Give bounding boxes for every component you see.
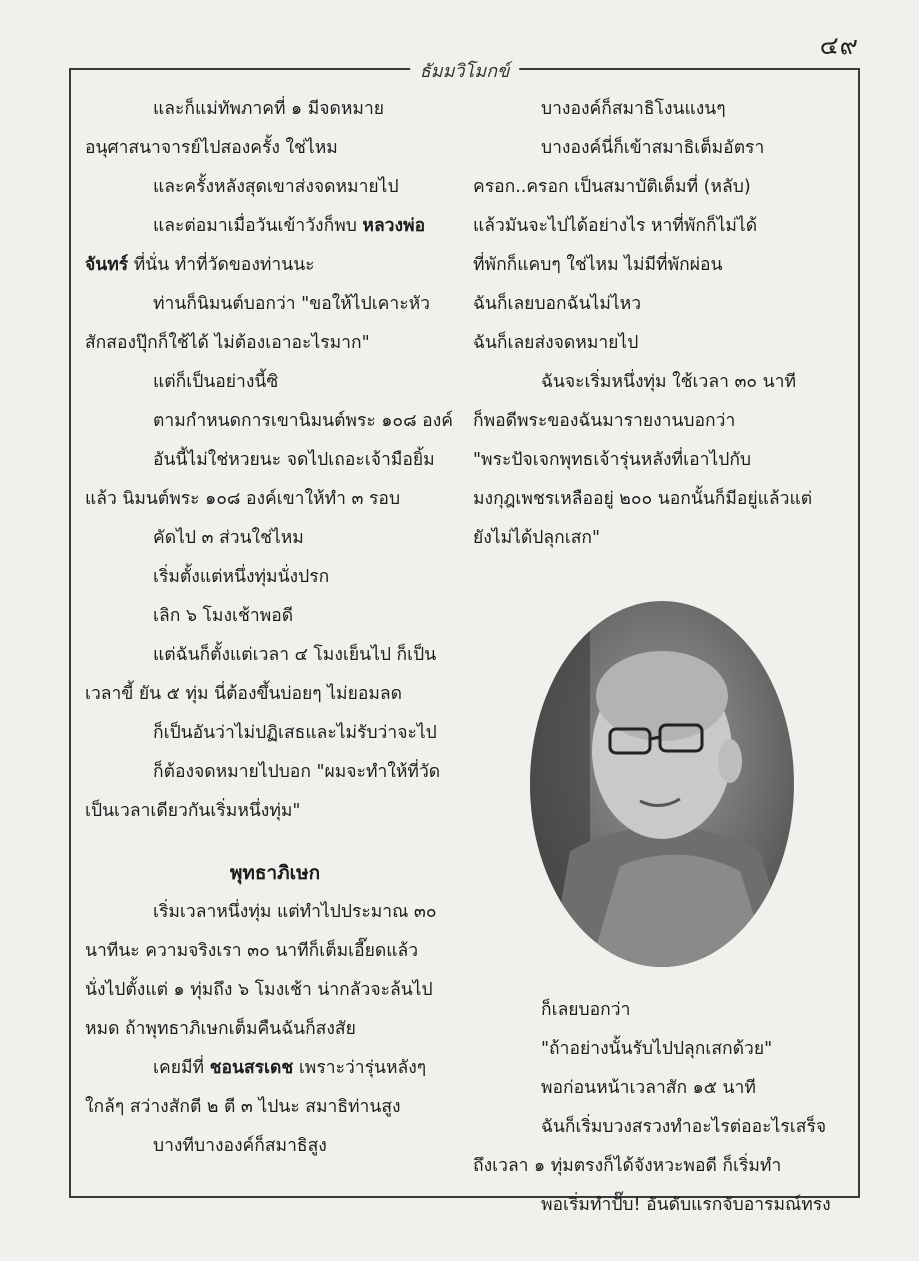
- text-line: ครอก..ครอก เป็นสมาบัติเต็มที่ (หลับ): [473, 177, 751, 197]
- text-line: แต่ฉันก็ตั้งแต่เวลา ๔ โมงเย็นไป ก็เป็น: [153, 645, 437, 665]
- right-bottom-text: [473, 991, 851, 1225]
- text-line: พอก่อนหน้าเวลาสัก ๑๕ นาที: [541, 1078, 756, 1098]
- text-line: ตามกำหนดการเขานิมนต์พระ ๑๐๘ องค์: [153, 411, 453, 431]
- text-line: [85, 1049, 465, 1088]
- text-line: ฉันก็เริ่มบวงสรวงทำอะไรต่ออะไรเสร็จ: [541, 1117, 827, 1137]
- text-line: บางทีบางองค์ก็สมาธิสูง: [153, 1136, 327, 1156]
- running-head: ธัมมวิโมกข์: [410, 56, 520, 85]
- text-line: และก็แม่ทัพภาคที่ ๑ มีจดหมาย: [153, 99, 385, 119]
- text-line: ฉันก็เลยส่งจดหมายไป: [473, 333, 639, 353]
- text-line: เริ่มเวลาหนึ่งทุ่ม แต่ทำไปประมาณ ๓๐: [153, 902, 437, 922]
- text-line: บางองค์นี่ก็เข้าสมาธิเต็มอัตรา: [541, 138, 765, 158]
- text-line: นาทีนะ ความจริงเรา ๓๐ นาทีก็เต็มเอี๊ยดแล้ว: [85, 941, 419, 961]
- text-line: เลิก ๖ โมงเช้าพอดี: [153, 606, 294, 626]
- text-line: แล้ว นิมนต์พระ ๑๐๘ องค์เขาให้ทำ ๓ รอบ: [85, 489, 401, 509]
- section-heading: พุทธาภิเษก: [229, 862, 321, 884]
- text-line: ก็เป็นอันว่าไม่ปฏิเสธและไม่รับว่าจะไป: [153, 723, 437, 743]
- bold-name: จันทร์: [85, 255, 129, 275]
- text-line: นั่งไปตั้งแต่ ๑ ทุ่มถึง ๖ โมงเช้า น่ากลัวจะล้นไป: [85, 980, 433, 1000]
- bold-name: ชอนสรเดช: [209, 1058, 294, 1078]
- text-segment: เคยมีที่: [153, 1058, 205, 1078]
- text-line: บางองค์ก็สมาธิโงนแงนๆ: [541, 99, 726, 119]
- text-line: มงกุฎเพชรเหลืออยู่ ๒๐๐ นอกนั้นก็มีอยู่แล้วแต่: [473, 489, 813, 509]
- text-line: ถึงเวลา ๑ ทุ่มตรงก็ได้จังหวะพอดี ก็เริ่มทำ: [473, 1156, 782, 1176]
- text-line: อันนี้ไม่ใช่หวยนะ จดไปเถอะเจ้ามือยิ้ม: [153, 450, 435, 470]
- bold-name: หลวงพ่อ: [362, 216, 426, 236]
- right-column: [473, 90, 851, 1225]
- text-line: สักสองปุ๊กก็ใช้ได้ ไม่ต้องเอาอะไรมาก": [85, 333, 370, 353]
- text-line: ที่พักก็แคบๆ ใช่ไหม ไม่มีที่พักผ่อน: [473, 255, 723, 275]
- text-line: แล้วมันจะไปได้อย่างไร หาที่พักก็ไม่ได้: [473, 216, 758, 236]
- page-frame: [69, 61, 860, 1215]
- text-line: หมด ถ้าพุทธาภิเษกเต็มคืนฉันก็สงสัย: [85, 1019, 356, 1039]
- text-line: พอเริ่มทำปั๊บ! อันดับแรกจับอารมณ์ทรง: [541, 1195, 831, 1215]
- text-line: และครั้งหลังสุดเขาส่งจดหมายไป: [153, 177, 399, 197]
- text-line: เป็นเวลาเดียวกันเริ่มหนึ่งทุ่ม": [85, 801, 301, 821]
- text-line: ยังไม่ได้ปลุกเสก": [473, 528, 601, 548]
- monk-portrait-photo: [530, 601, 794, 967]
- text-line: แต่ก็เป็นอย่างนี้ซิ: [153, 372, 279, 392]
- text-line: "พระปัจเจกพุทธเจ้ารุ่นหลังที่เอาไปกับ: [473, 450, 752, 470]
- text-line: อนุศาสนาจารย์ไปสองครั้ง ใช่ไหม: [85, 138, 338, 158]
- text-segment: และต่อมาเมื่อวันเข้าวังก็พบ: [153, 216, 357, 236]
- text-line: ก็ต้องจดหมายไปบอก "ผมจะทำให้ที่วัด: [153, 762, 441, 782]
- text-line: ฉันก็เลยบอกฉันไม่ไหว: [473, 294, 642, 314]
- text-line: "ถ้าอย่างนั้นรับไปปลุกเสกด้วย": [541, 1039, 773, 1059]
- text-segment: ที่นั่น ทำที่วัดของท่านนะ: [133, 255, 315, 275]
- text-line: เริ่มตั้งแต่หนึ่งทุ่มนั่งปรก: [153, 567, 330, 587]
- text-segment: เพราะว่ารุ่นหลังๆ: [298, 1058, 427, 1078]
- text-line: ท่านก็นิมนต์บอกว่า "ขอให้ไปเคาะหัว: [153, 294, 430, 314]
- text-line: ใกล้ๆ สว่างสักตี ๒ ตี ๓ ไปนะ สมาธิท่านสูง: [85, 1097, 401, 1117]
- text-line: ก็พอดีพระของฉันมารายงานบอกว่า: [473, 411, 736, 431]
- photo-container: [473, 601, 851, 967]
- text-line: [85, 246, 465, 285]
- text-line: ฉันจะเริ่มหนึ่งทุ่ม ใช้เวลา ๓๐ นาที: [541, 372, 797, 392]
- left-column: [85, 90, 465, 1166]
- text-line: เวลาขี้ ยัน ๕ ทุ่ม นี่ต้องขึ้นบ่อยๆ ไม่ยอมลด: [85, 684, 402, 704]
- page-number: ๔๙: [819, 31, 859, 60]
- text-line: คัดไป ๓ ส่วนใช่ไหม: [153, 528, 304, 548]
- text-line: ก็เลยบอกว่า: [541, 1000, 631, 1020]
- text-line: [85, 207, 465, 246]
